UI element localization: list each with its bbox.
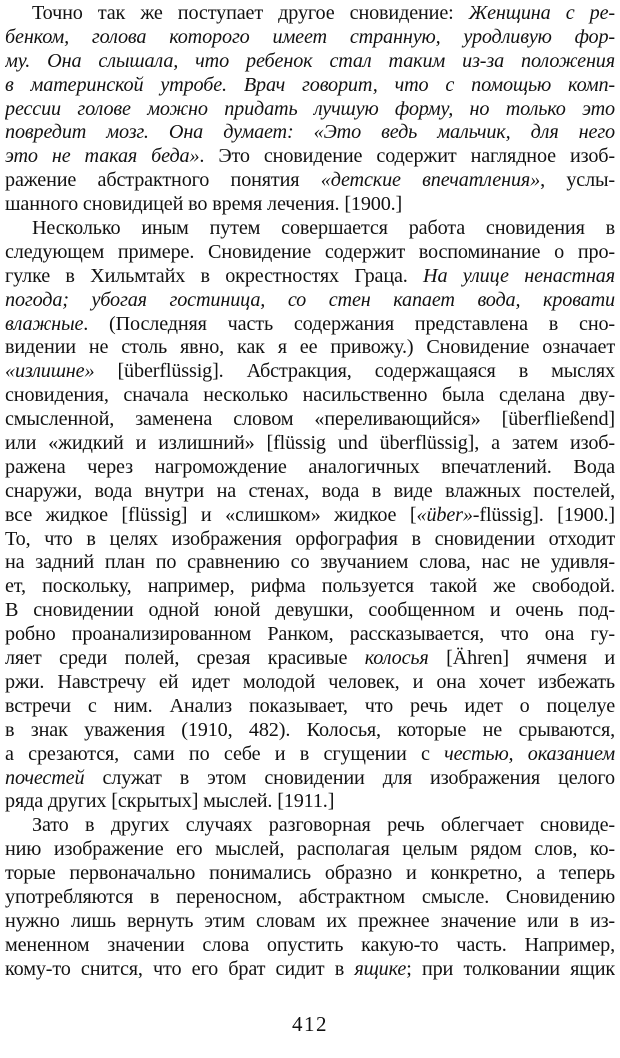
text-run: шанного сновидицей во время лечения. [1900.] <box>5 193 403 216</box>
text-run: ; при толковании ящик <box>406 957 615 980</box>
text-run: . Это сновидение содержит наглядное изоб- <box>199 145 615 168</box>
text-line <box>5 480 615 504</box>
text-run: Несколько иным путем совершается работа сновидения в <box>32 217 615 240</box>
italic-text-run: На улице ненастная <box>423 264 615 287</box>
text-run: снаружи, вода внутри на стенах, вода в виде влажных постелей, <box>5 479 615 502</box>
text-run: кому-то снится, что его брат сидит в <box>5 957 355 980</box>
text-run: следующем примере. Сновидение содержит воспоминание о про- <box>5 240 615 263</box>
text-line <box>5 623 615 647</box>
text-run: -flüssig]. [1900.] <box>472 503 615 526</box>
italic-text-run: влажные <box>5 312 84 335</box>
text-line <box>5 98 615 122</box>
text-run: употребляются в переносном, абстрактном смысле. Сновидению <box>5 885 615 908</box>
text-run: все жидкое [flüssig] и «слишком» жидкое [ <box>5 503 417 526</box>
italic-text-run: рессии голове можно придать лучшую форму, но только это <box>5 97 615 120</box>
text-run: нужно лишь вернуть этим словам их прежнее значение или в из- <box>5 909 615 932</box>
text-line <box>5 838 615 862</box>
text-line <box>5 193 615 217</box>
text-line <box>5 432 615 456</box>
page-number: 412 <box>292 1012 328 1036</box>
italic-text-run: «излишне» <box>5 360 95 383</box>
text-line <box>5 695 615 719</box>
text-line <box>5 384 615 408</box>
text-run: Точно так же поступает другое сновидение: <box>32 2 469 24</box>
text-run: служат в этом сновидении для изображения целого <box>84 766 615 789</box>
text-run: ражена через нагромождение аналогичных впечатлений. Вода <box>5 455 615 478</box>
text-line <box>5 647 615 671</box>
italic-text-run: почестей <box>5 766 85 789</box>
text-line <box>5 217 615 241</box>
text-line <box>5 743 615 767</box>
text-line <box>5 814 615 838</box>
text-line <box>5 551 615 575</box>
text-line <box>5 26 615 50</box>
text-line <box>5 408 615 432</box>
text-line <box>5 74 615 98</box>
text-line <box>5 934 615 958</box>
text-line <box>5 360 615 384</box>
text-run: В сновидении одной юной девушки, сообщенном и очень под- <box>5 599 615 622</box>
text-line <box>5 767 615 791</box>
text-run: , услы- <box>540 169 615 192</box>
italic-text-run: ящике <box>354 957 407 980</box>
text-run: встречи с ним. Анализ показывает, что речь идет о поцелуе <box>5 694 615 717</box>
text-run: ражение абстрактного понятия <box>5 169 321 192</box>
text-run: ржи. Навстречу ей идет молодой человек, и она хочет избежать <box>5 670 615 693</box>
text-line <box>5 50 615 74</box>
text-run: ет, поскольку, например, рифма пользуется такой же свободой. <box>5 575 615 598</box>
text-line <box>5 575 615 599</box>
text-run: ляет среди полей, срезая красивые <box>5 647 365 670</box>
italic-text-run: в материнской утробе. Врач говорит, что с помощью комп- <box>5 73 615 96</box>
text-run: нию изображение его мыслей, располагая целым рядом слов, ко- <box>5 838 615 861</box>
text-run: . (Последняя часть содержания представлена в сно- <box>83 312 615 335</box>
text-line <box>5 145 615 169</box>
italic-text-run: бенком, голова которого имеет странную, уродливую фор- <box>5 25 615 48</box>
text-run: торые первоначально понимались образно и конкретно, а теперь <box>5 862 615 885</box>
text-run: [überflüssig]. Абстракция, содержащаяся в мыслях <box>94 360 615 383</box>
text-run: на задний план по сравнению со звучанием слова, нас не удивля- <box>5 551 615 574</box>
text-run: робно проанализированном Ранком, рассказывается, что она гу- <box>5 623 615 646</box>
italic-text-run: повредит мозг. Она думает: «Это ведь мальчик, для него <box>5 121 615 144</box>
text-line <box>5 671 615 695</box>
text-run: или «жидкий и излишний» [flüssig und überflüssig], а затем изоб- <box>5 432 615 455</box>
text-run: [Ähren] ячменя и <box>428 647 615 670</box>
text-line <box>5 169 615 193</box>
italic-text-run: «детские впечатления» <box>320 169 541 192</box>
text-line <box>5 313 615 337</box>
text-line <box>5 2 615 26</box>
italic-text-run: это не такая беда» <box>5 145 200 168</box>
text-run: гулке в Хильмтайх в окрестностях Граца. <box>5 264 424 287</box>
italic-text-run: честью, оказанием <box>444 742 615 765</box>
text-line <box>5 862 615 886</box>
text-line <box>5 910 615 934</box>
italic-text-run: погода; убогая гостиница, со стен капает вода, кровати <box>5 288 615 311</box>
italic-text-run: «über» <box>416 503 473 526</box>
text-line <box>5 599 615 623</box>
text-line <box>5 121 615 145</box>
text-run: в знак уважения (1910, 482). Колосья, которые не срываются, <box>5 718 615 741</box>
text-line <box>5 241 615 265</box>
text-line <box>5 886 615 910</box>
text-run: а срезаются, сами по себе и в сгущении с <box>5 742 445 765</box>
italic-text-run: му. Она слышала, что ребенок стал таким из-за положения <box>5 49 615 72</box>
text-line <box>5 265 615 289</box>
text-run: мененном значении слова опустить какую-то часть. Например, <box>5 933 615 956</box>
italic-text-run: колосья <box>364 647 429 670</box>
body-text <box>5 2 615 982</box>
text-line <box>5 719 615 743</box>
text-line <box>5 504 615 528</box>
text-run: ряда других [скрытых] мыслей. [1911.] <box>5 790 335 813</box>
text-line <box>5 336 615 360</box>
text-run: Зато в других случаях разговорная речь облегчает сновиде- <box>32 814 615 837</box>
text-run: смысленной, заменена словом «переливающийся» [überfließend] <box>5 408 615 431</box>
text-run: видении не столь явно, как я ее привожу.) Сновидение означает <box>5 336 615 359</box>
text-line <box>5 456 615 480</box>
text-run: сновидения, сначала несколько насильственно была сделана дву- <box>5 384 615 407</box>
text-line <box>5 958 615 982</box>
text-line <box>5 289 615 313</box>
text-line <box>5 790 615 814</box>
text-line <box>5 528 615 552</box>
italic-text-run: Женщина с ре- <box>468 2 615 24</box>
text-run: То, что в целях изображения орфография в сновидении отходит <box>5 527 615 550</box>
